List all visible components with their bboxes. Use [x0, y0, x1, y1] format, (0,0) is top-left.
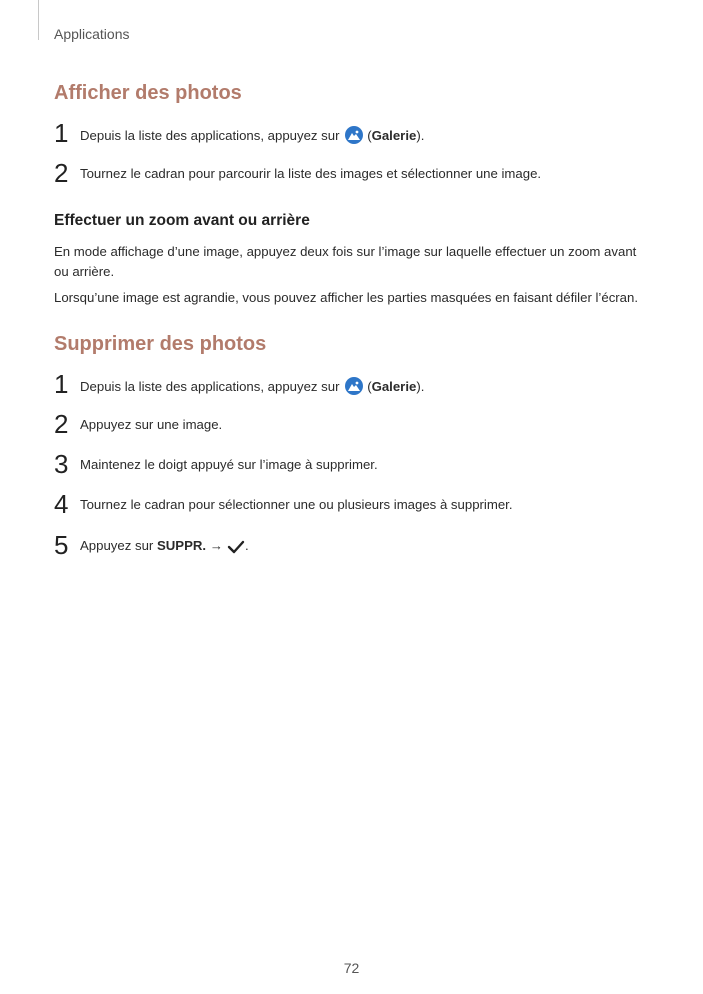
gallery-icon: [345, 377, 363, 395]
step-text: Depuis la liste des applications, appuyez sur (Galerie).: [80, 128, 425, 143]
app-name-galerie: Galerie: [371, 128, 417, 143]
step-text: Tournez le cadran pour parcourir la liste des images et sélectionner une image.: [80, 166, 542, 181]
section-title-view-photos: Afficher des photos: [54, 82, 242, 104]
step-number: 2: [54, 409, 69, 439]
gallery-icon: [345, 126, 363, 144]
app-name-galerie: Galerie: [371, 379, 417, 394]
step-number: 4: [54, 489, 69, 519]
page-number: 72: [343, 960, 360, 976]
step-text: Maintenez le doigt appuyé sur l’image à supprimer.: [80, 457, 378, 472]
arrow-glyph: →: [209, 538, 223, 553]
checkmark-icon: [227, 540, 245, 557]
zoom-paragraph-2: Lorsqu’une image est agrandie, vous pouvez afficher les parties masquées en faisant défiler l’écran.: [54, 290, 639, 305]
step-number: 5: [54, 530, 69, 560]
header-rule: [38, 0, 39, 40]
subsection-title-zoom: Effectuer un zoom avant ou arrière: [54, 212, 310, 229]
header-section-label: Applications: [54, 26, 130, 42]
zoom-paragraph-1: En mode affichage d’une image, appuyez deux fois sur l’image sur laquelle effectuer un zoom avant ou arrière.: [54, 244, 637, 279]
step-text: Tournez le cadran pour sélectionner une ou plusieurs images à supprimer.: [80, 497, 513, 512]
step-number: 3: [54, 449, 69, 479]
step-number: 1: [54, 118, 69, 148]
step-text: Appuyez sur SUPPR. → .: [80, 538, 249, 557]
step-number: 2: [54, 158, 69, 188]
section-title-delete-photos: Supprimer des photos: [54, 333, 267, 355]
button-name-suppr: SUPPR.: [156, 538, 207, 553]
step-number: 1: [54, 369, 69, 399]
step-text: Appuyez sur une image.: [80, 417, 223, 432]
step-text: Depuis la liste des applications, appuyez sur (Galerie).: [80, 379, 425, 394]
